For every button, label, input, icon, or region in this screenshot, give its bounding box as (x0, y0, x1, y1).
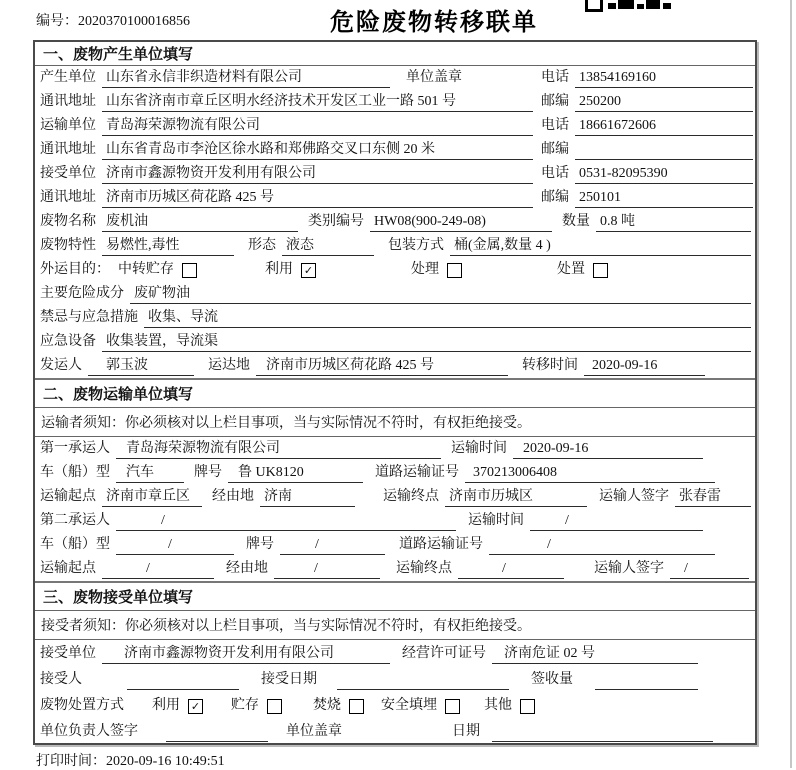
via-label: 经由地 (212, 489, 254, 504)
manager-sign-label: 单位负责人签字 (40, 724, 138, 739)
road-permit-label: 道路运输证号 (399, 537, 483, 552)
equipment-row (35, 330, 755, 354)
purpose-row (35, 258, 755, 282)
shipper-value: 郭玉波 (88, 356, 194, 376)
road-permit2-value: / (489, 535, 715, 555)
receiver-address-row (35, 186, 755, 210)
terminus1-value: 济南市历城区 (445, 487, 587, 507)
received-qty-value (595, 670, 698, 690)
transfer-time-label: 转移时间 (522, 358, 578, 373)
via-label: 经由地 (226, 561, 268, 576)
quantity-label: 数量 (562, 214, 590, 229)
transport-time1-value: 2020-09-16 (513, 439, 703, 459)
via2-value: / (274, 559, 380, 579)
disposal-row (35, 692, 755, 718)
manifest-form (33, 40, 757, 745)
disposal-label: 废物处置方式 (40, 698, 124, 713)
receive-unit-value: 济南市鑫源物资开发利用有限公司 (102, 644, 390, 664)
producer-label: 产生单位 (40, 70, 96, 85)
vehicle-label: 车（船）型 (40, 465, 110, 480)
waste-name-label: 废物名称 (40, 214, 96, 229)
checkbox-icon (349, 699, 364, 714)
notice-label: 接受者须知： (41, 619, 125, 634)
qr-code-fragment-icon (585, 0, 671, 9)
producer-value: 山东省永信非织造材料有限公司 (102, 68, 390, 88)
hazard-label: 主要危险成分 (40, 286, 124, 301)
packaging-value: 桶(金属,数量 4 ) (450, 236, 751, 256)
zip-label: 邮编 (541, 142, 569, 157)
receive-unit-row (35, 640, 755, 666)
manager-sign-value (166, 722, 268, 742)
vehicle-label: 车（船）型 (40, 537, 110, 552)
transporter-zip-value (575, 140, 753, 160)
unit-seal-label: 单位盖章 (286, 724, 342, 739)
checkbox-icon (267, 699, 282, 714)
road-permit-label: 道路运输证号 (375, 465, 459, 480)
purpose-option-utilize: 利用 ✓ (265, 260, 316, 280)
origin-label: 运输起点 (40, 489, 96, 504)
packaging-label: 包装方式 (388, 238, 444, 253)
receiver-row (35, 162, 755, 186)
section-transporter (35, 378, 755, 581)
disposal-option-landfill: 安全填埋 (381, 696, 460, 716)
receive-unit-label: 接受单位 (40, 646, 96, 661)
permit-value: 济南危证 02 号 (492, 644, 698, 664)
signature1-value: 张春雷 (675, 487, 751, 507)
phone-label: 电话 (541, 70, 569, 85)
acceptor-value (127, 670, 239, 690)
terminus-label: 运输终点 (396, 561, 452, 576)
vehicle2-row (35, 533, 755, 557)
print-time-label: 打印时间： (36, 754, 106, 769)
checkbox-icon (593, 263, 608, 278)
destination-label: 运达地 (208, 358, 250, 373)
checkbox-icon (520, 699, 535, 714)
shipper-label: 发运人 (40, 358, 82, 373)
transporter-phone-value: 18661672606 (575, 116, 753, 136)
equipment-label: 应急设备 (40, 334, 96, 349)
carrier2-value: / (116, 511, 456, 531)
notice-label: 运输者须知： (41, 416, 125, 431)
producer-address-value: 山东省济南市章丘区明水经济技术开发区工业一路 501 号 (102, 92, 533, 112)
category-label: 类别编号 (308, 214, 364, 229)
transfer-time-value: 2020-09-16 (584, 356, 705, 376)
waste-name-value: 废机油 (102, 212, 298, 232)
origin2-value: / (102, 559, 214, 579)
producer-row (35, 66, 755, 90)
purpose-option-treat: 处理 (411, 260, 462, 280)
checkbox-checked-icon: ✓ (188, 699, 203, 714)
destination-value: 济南市历城区荷花路 425 号 (256, 356, 508, 376)
quantity-value: 0.8 吨 (596, 212, 751, 232)
carrier2-label: 第二承运人 (40, 513, 110, 528)
transporter-label: 运输单位 (40, 118, 96, 133)
terminus-label: 运输终点 (383, 489, 439, 504)
address-label: 通讯地址 (40, 142, 96, 157)
zip-label: 邮编 (541, 190, 569, 205)
via1-value: 济南 (260, 487, 355, 507)
date-label: 日期 (452, 724, 480, 739)
disposal-option-utilize: 利用 ✓ (152, 696, 203, 716)
checkbox-icon (182, 263, 197, 278)
section-producer (35, 42, 755, 378)
transport-time2-value: / (530, 511, 703, 531)
notice-text: 你必须核对以上栏目事项，当与实际情况不符时，有权拒绝接受。 (125, 416, 531, 431)
vehicle1-row (35, 461, 755, 485)
serial-value: 2020370100016856 (78, 14, 190, 29)
transporter-row (35, 114, 755, 138)
transport-time-label: 运输时间 (468, 513, 524, 528)
purpose-option-transfer-storage: 中转贮存 (118, 260, 197, 280)
section2-title: 二、废物运输单位填写 (35, 380, 755, 408)
receiver-zip-value: 250101 (575, 188, 753, 208)
phone-label: 电话 (541, 118, 569, 133)
equipment-value: 收集装置，导流渠 (102, 332, 751, 352)
address-label: 通讯地址 (40, 190, 96, 205)
disposal-option-store: 贮存 (231, 696, 282, 716)
origin-label: 运输起点 (40, 561, 96, 576)
origin1-value: 济南市章丘区 (102, 487, 202, 507)
receiver-address-value: 济南市历城区荷花路 425 号 (102, 188, 533, 208)
permit-label: 经营许可证号 (402, 646, 486, 661)
print-time (36, 750, 225, 770)
section3-title: 三、废物接受单位填写 (35, 583, 755, 611)
notice-text: 你必须核对以上栏目事项，当与实际情况不符时，有权拒绝接受。 (125, 619, 531, 634)
route1-row (35, 485, 755, 509)
checkbox-icon (445, 699, 460, 714)
purpose-label: 外运目的： (40, 262, 110, 277)
date-value (492, 722, 713, 742)
receiver-value: 济南市鑫源物资开发利用有限公司 (102, 164, 533, 184)
print-time-value: 2020-09-16 10:49:51 (106, 754, 225, 769)
form-value: 液态 (282, 236, 374, 256)
property-label: 废物特性 (40, 238, 96, 253)
section-receiver (35, 581, 755, 744)
acceptor-row (35, 666, 755, 692)
signature2-value: / (670, 559, 749, 579)
address-label: 通讯地址 (40, 94, 96, 109)
producer-address-row (35, 90, 755, 114)
phone-label: 电话 (541, 166, 569, 181)
carrier1-row (35, 437, 755, 461)
receiver-phone-value: 0531-82095390 (575, 164, 753, 184)
contraindication-label: 禁忌与应急措施 (40, 310, 138, 325)
hazard-row (35, 282, 755, 306)
plate-label: 牌号 (194, 465, 222, 480)
seal-label: 单位盖章 (406, 70, 462, 85)
accept-date-label: 接受日期 (261, 672, 317, 687)
manager-sign-row (35, 718, 755, 744)
route2-row (35, 557, 755, 581)
carrier2-row (35, 509, 755, 533)
disposal-option-incinerate: 焚烧 (313, 696, 364, 716)
vehicle2-value: / (116, 535, 234, 555)
disposal-option-other: 其他 (484, 696, 535, 716)
transporter-notice (35, 408, 755, 437)
plate-label: 牌号 (246, 537, 274, 552)
checkbox-checked-icon: ✓ (301, 263, 316, 278)
carrier1-label: 第一承运人 (40, 441, 110, 456)
acceptor-label: 接受人 (40, 672, 82, 687)
received-qty-label: 签收量 (531, 672, 573, 687)
receiver-label: 接受单位 (40, 166, 96, 181)
signature-label: 运输人签字 (599, 489, 669, 504)
hazard-value: 废矿物油 (130, 284, 751, 304)
contraindication-row (35, 306, 755, 330)
plate1-value: 鲁 UK8120 (228, 463, 363, 483)
zip-label: 邮编 (541, 94, 569, 109)
carrier1-value: 青岛海荣源物流有限公司 (116, 439, 441, 459)
shipper-row (35, 354, 755, 378)
signature-label: 运输人签字 (594, 561, 664, 576)
road-permit1-value: 370213006408 (465, 463, 715, 483)
waste-property-row (35, 234, 755, 258)
checkbox-icon (447, 263, 462, 278)
terminus2-value: / (458, 559, 564, 579)
producer-zip-value: 250200 (575, 92, 753, 112)
transporter-address-row (35, 138, 755, 162)
transporter-address-value: 山东省青岛市李沧区徐水路和郑佛路交叉口东侧 20 米 (102, 140, 533, 160)
receiver-notice (35, 611, 755, 640)
page-title: 危险废物转移联单 (330, 8, 538, 36)
producer-phone-value: 13854169160 (575, 68, 753, 88)
plate2-value: / (280, 535, 385, 555)
purpose-option-dispose: 处置 (557, 260, 608, 280)
section1-title: 一、废物产生单位填写 (35, 42, 755, 66)
waste-name-row (35, 210, 755, 234)
property-value: 易燃性,毒性 (102, 236, 234, 256)
contraindication-value: 收集、导流 (144, 308, 751, 328)
category-value: HW08(900-249-08) (370, 212, 552, 232)
accept-date-value (337, 670, 509, 690)
page-edge (790, 0, 792, 768)
vehicle1-value: 汽车 (116, 463, 184, 483)
serial-label: 编号： (36, 14, 78, 29)
transporter-value: 青岛海荣源物流有限公司 (102, 116, 533, 136)
form-label: 形态 (248, 238, 276, 253)
serial-number (36, 10, 190, 30)
transport-time-label: 运输时间 (451, 441, 507, 456)
